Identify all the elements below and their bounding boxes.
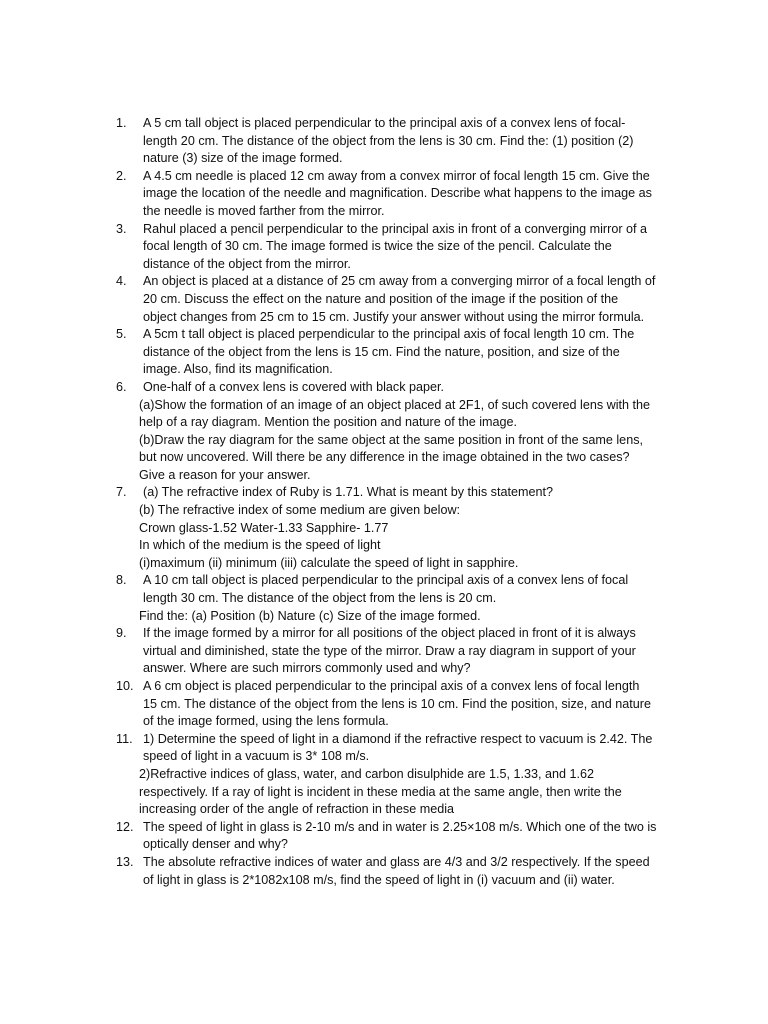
question-text-line: A 5 cm tall object is placed perpendicular to the principal axis of a convex lens of focal- (143, 116, 626, 130)
question-text-line: 1) Determine the speed of light in a diamond if the refractive respect to vacuum is 2.42. The (143, 731, 653, 746)
question-number: 3. (116, 221, 127, 236)
question-text-line: 15 cm. The distance of the object from the lens is 10 cm. Find the position, size, and nature (143, 696, 651, 711)
question-item (116, 572, 676, 625)
question-number: 13. (116, 854, 134, 869)
question-item (116, 854, 676, 889)
question-item (116, 115, 676, 168)
question-subpart-line: (a)Show the formation of an image of an object placed at 2F1, of such covered lens with the (139, 397, 651, 412)
question-text-line: Rahul placed a pencil perpendicular to the principal axis in front of a converging mirror of a (143, 221, 648, 236)
question-text-line: A 10 cm tall object is placed perpendicular to the principal axis of a convex lens of focal (143, 573, 629, 588)
question-subpart-line: increasing order of the angle of refraction in these media (139, 802, 455, 817)
question-subpart-line: (b) The refractive index of some medium are given below: (139, 503, 461, 518)
question-number: 5. (116, 327, 127, 342)
question-item (116, 221, 676, 274)
question-item (116, 625, 676, 678)
question-text-line: If the image formed by a mirror for all positions of the object placed in front of it is always (143, 626, 636, 641)
question-item (116, 273, 676, 326)
question-text-line: virtual and diminished, state the type of the mirror. Draw a ray diagram in support of your (143, 643, 636, 658)
question-number: 11. (116, 731, 133, 746)
question-number: 10. (116, 679, 134, 693)
question-text-line: image. Also, find its magnification. (143, 362, 333, 377)
question-text-line: object changes from 25 cm to 15 cm. Justify your answer without using the mirror formula. (143, 309, 645, 324)
question-number: 8. (116, 573, 127, 588)
question-number: 4. (116, 274, 127, 289)
question-item (116, 819, 676, 854)
question-subpart-line: Find the: (a) Position (b) Nature (c) Size of the image formed. (139, 608, 481, 623)
question-text-line: A 5cm t tall object is placed perpendicular to the principal axis of focal length 10 cm. The (143, 327, 635, 342)
question-list (116, 115, 676, 889)
question-text-line: the needle is moved farther from the mirror. (143, 203, 385, 218)
question-subpart-line: In which of the medium is the speed of light (139, 538, 381, 553)
question-item (116, 731, 676, 819)
question-number: 7. (116, 485, 127, 500)
question-subpart-line: (i)maximum (ii) minimum (iii) calculate the speed of light in sapphire. (139, 555, 519, 570)
question-subpart-line: help of a ray diagram. Mention the position and nature of the image. (139, 415, 518, 430)
question-number: 1. (116, 116, 127, 130)
question-item (116, 678, 676, 731)
question-text-line: image the location of the needle and magnification. Describe what happens to the image as (143, 186, 652, 201)
question-number: 9. (116, 626, 127, 641)
question-text-line: answer. Where are such mirrors commonly used and why? (143, 661, 471, 676)
question-subpart-line: respectively. If a ray of light is incident in these media at the same angle, then write the (139, 784, 622, 799)
question-text-line: of light in glass is 2*1082x108 m/s, find the speed of light in (i) vacuum and (ii) water. (143, 872, 615, 887)
question-number: 6. (116, 379, 127, 394)
question-item (116, 326, 676, 379)
question-number: 2. (116, 168, 127, 183)
question-text-line: (a) The refractive index of Ruby is 1.71. What is meant by this statement? (143, 485, 553, 500)
question-text-line: length 20 cm. The distance of the object from the lens is 30 cm. Find the: (1) position (2) (143, 133, 634, 148)
question-item (116, 379, 676, 485)
question-text-line: The speed of light in glass is 2-10 m/s and in water is 2.25×108 m/s. Which one of the two is (143, 819, 657, 834)
question-text-line: nature (3) size of the image formed. (143, 151, 343, 166)
question-item (116, 168, 676, 221)
question-text-line: speed of light in a vacuum is 3* 108 m/s. (143, 749, 370, 764)
question-text-line: focal length of 30 cm. The image formed is twice the size of the pencil. Calculate the (143, 239, 612, 254)
question-text-line: distance of the object from the lens is 15 cm. Find the nature, position, and size of the (143, 344, 620, 359)
question-number: 12. (116, 819, 134, 834)
question-text-line: One-half of a convex lens is covered with black paper. (143, 379, 445, 394)
question-text-line: The absolute refractive indices of water and glass are 4/3 and 3/2 respectively. If the speed (143, 854, 650, 869)
question-text-line: distance of the object from the mirror. (143, 256, 351, 271)
question-subpart-line: (b)Draw the ray diagram for the same object at the same position in front of the same lens, (139, 432, 643, 447)
question-text-line: A 6 cm object is placed perpendicular to the principal axis of a convex lens of focal length (143, 679, 640, 693)
question-subpart-line: but now uncovered. Will there be any difference in the image obtained in the two cases? (139, 450, 630, 465)
question-text-line: of the image formed, using the lens formula. (143, 714, 389, 729)
question-subpart-line: Give a reason for your answer. (139, 467, 311, 482)
question-text-line: optically denser and why? (143, 837, 288, 852)
question-subpart-line: 2)Refractive indices of glass, water, and carbon disulphide are 1.5, 1.33, and 1.62 (139, 766, 595, 781)
question-subpart-line: Crown glass-1.52 Water-1.33 Sapphire- 1.77 (139, 520, 389, 535)
question-text-line: A 4.5 cm needle is placed 12 cm away from a convex mirror of focal length 15 cm. Give the (143, 168, 650, 183)
question-text-line: length 30 cm. The distance of the object from the lens is 20 cm. (143, 591, 497, 606)
question-text-line: 20 cm. Discuss the effect on the nature and position of the image if the position of the (143, 291, 619, 306)
question-item (116, 484, 676, 572)
question-text-line: An object is placed at a distance of 25 cm away from a converging mirror of a focal length of (143, 274, 656, 289)
